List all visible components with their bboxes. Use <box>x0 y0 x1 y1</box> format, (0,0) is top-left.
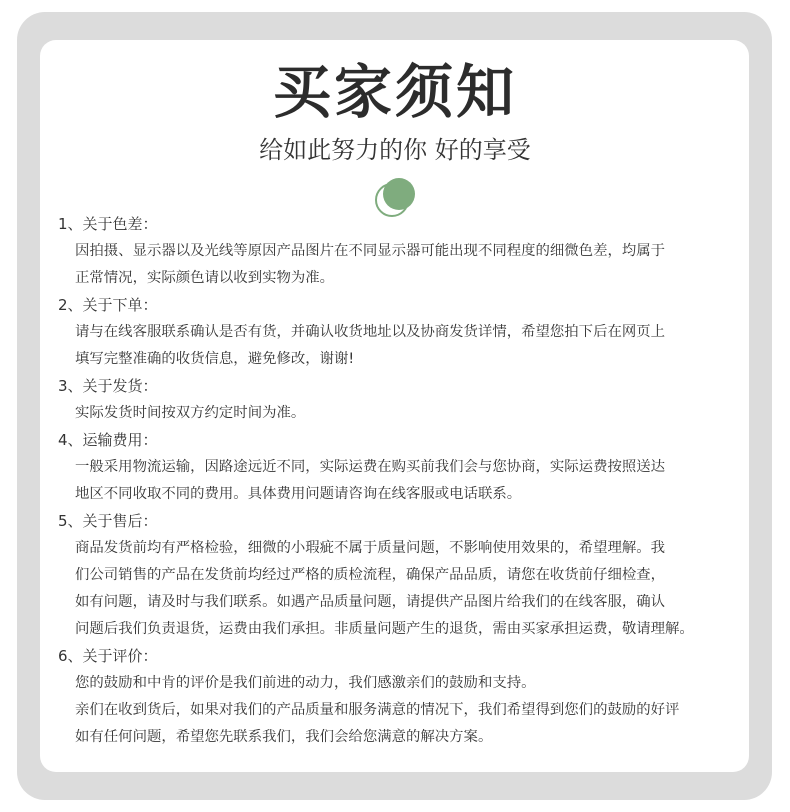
page-title: 买家须知 <box>272 58 517 126</box>
section-line: 如有问题，请及时与我们联系。如遇产品质量问题，请提供产品图片给我们的在线客服，确认 <box>75 594 666 610</box>
section-line: 正常情况，实际颜色请以收到实物为准。 <box>75 270 335 286</box>
section-heading: 4、运输费用： <box>58 431 158 449</box>
section-reviews <box>58 643 748 751</box>
section-line: 亲们在收到货后，如果对我们的产品质量和服务满意的情况下，我们希望得到您们的鼓励的好评 <box>75 702 680 718</box>
section-ordering <box>58 292 748 373</box>
section-line: 如有任何问题，希望您先联系我们，我们会给您满意的解决方案。 <box>75 729 493 745</box>
section-heading: 3、关于发货： <box>58 377 158 395</box>
section-freight-cost <box>58 427 748 508</box>
section-heading: 5、关于售后： <box>58 512 158 530</box>
leaf-filled-circle <box>383 178 415 210</box>
page-subtitle: 给如此努力的你 好的享受 <box>259 136 531 164</box>
section-line: 请与在线客服联系确认是否有货，并确认收货地址以及协商发货详情，希望您拍下后在网页上 <box>75 324 666 340</box>
section-after-sales <box>58 508 748 643</box>
section-line: 填写完整准确的收货信息，避免修改，谢谢! <box>75 351 355 367</box>
section-line: 地区不同收取不同的费用。具体费用问题请咨询在线客服或电话联系。 <box>75 486 522 502</box>
section-heading: 1、关于色差： <box>58 215 158 233</box>
section-line: 问题后我们负责退货，运费由我们承担。非质量问题产生的退货，需由买家承担运费，敬请理解。 <box>75 621 694 637</box>
section-shipping <box>58 373 748 427</box>
section-line: 实际发货时间按双方约定时间为准。 <box>75 405 306 421</box>
section-colour-difference <box>58 211 748 292</box>
section-line: 们公司销售的产品在发货前均经过严格的质检流程，确保产品品质，请您在收货前仔细检查， <box>75 567 666 583</box>
section-heading: 6、关于评价： <box>58 647 158 665</box>
section-line: 商品发货前均有严格检验，细微的小瑕疵不属于质量问题，不影响使用效果的，希望理解。我 <box>75 540 666 556</box>
section-line: 您的鼓励和中肯的评价是我们前进的动力，我们感激亲们的鼓励和支持。 <box>75 675 536 691</box>
section-heading: 2、关于下单： <box>58 296 158 314</box>
section-line: 因拍摄、显示器以及光线等原因产品图片在不同显示器可能出现不同程度的细微色差，均属于 <box>75 243 666 259</box>
notice-content <box>58 211 748 751</box>
section-line: 一般采用物流运输，因路途远近不同，实际运费在购买前我们会与您协商，实际运费按照送达 <box>75 459 666 475</box>
